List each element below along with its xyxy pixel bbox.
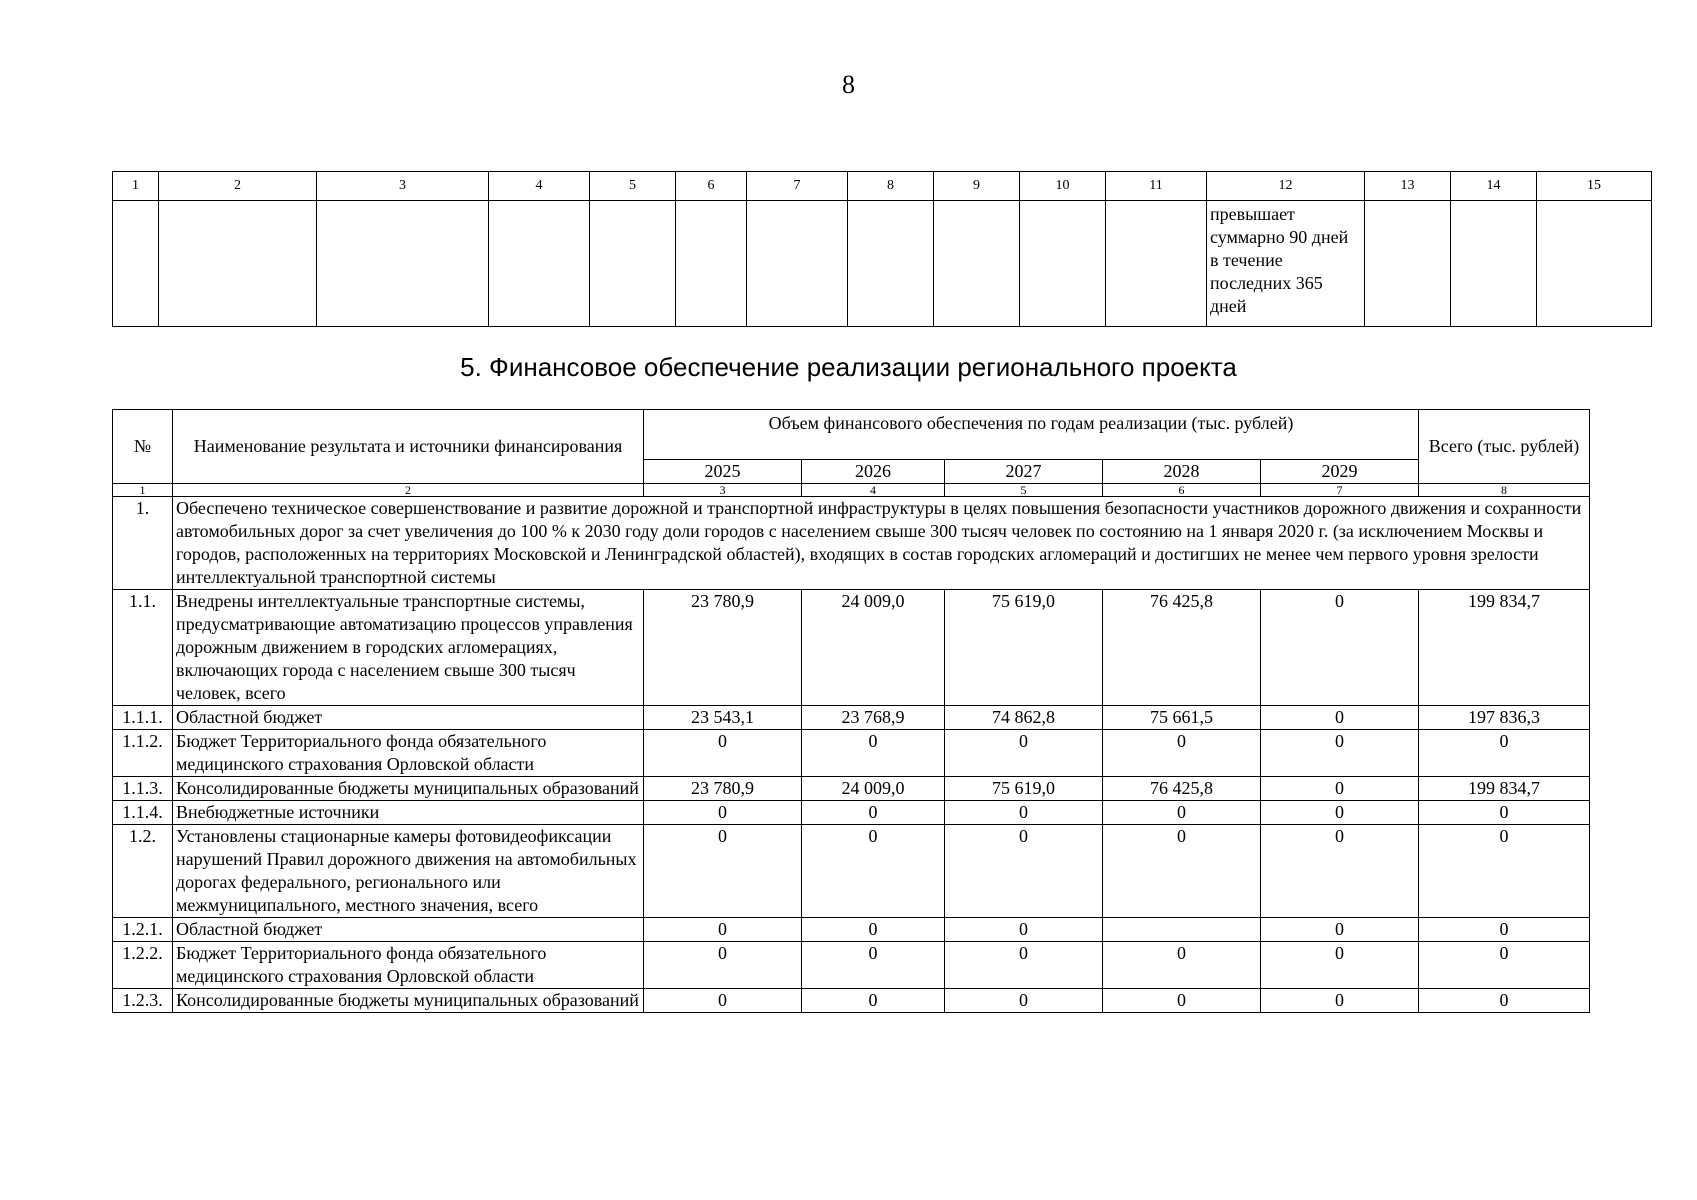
- row-value: 0: [1103, 801, 1261, 825]
- row-value: 0: [1103, 825, 1261, 918]
- table-cell: [489, 201, 590, 327]
- table-cell: [934, 201, 1020, 327]
- table-row: [113, 801, 1590, 825]
- header-number: №: [113, 410, 173, 484]
- column-number: 12: [1207, 172, 1365, 201]
- row-name: Бюджет Территориального фонда обязательного медицинского страхования Орловской области: [173, 942, 644, 989]
- row-value: 24 009,0: [802, 590, 945, 706]
- column-number: 6: [1103, 484, 1261, 497]
- row-total: 0: [1419, 730, 1590, 777]
- row-value: 0: [1261, 942, 1419, 989]
- column-number: 10: [1020, 172, 1106, 201]
- table-cell: [159, 201, 317, 327]
- column-number: 3: [317, 172, 489, 201]
- column-number: 2: [159, 172, 317, 201]
- header-volume: Объем финансового обеспечения по годам реализации (тыс. рублей): [644, 410, 1419, 460]
- column-number: 4: [802, 484, 945, 497]
- row-number: 1.1.4.: [113, 801, 173, 825]
- row-name: Внедрены интеллектуальные транспортные системы, предусматривающие автоматизацию процессов управления дорожным движением в городских агломерациях, включающих города с населением свыше 300 тысяч человек, всего: [173, 590, 644, 706]
- column-number: 7: [1261, 484, 1419, 497]
- row-value: 0: [1261, 730, 1419, 777]
- row-value: 0: [644, 918, 802, 942]
- table-cell: [317, 201, 489, 327]
- column-number: 14: [1451, 172, 1537, 201]
- row-value: 0: [802, 730, 945, 777]
- header-year: 2028: [1103, 460, 1261, 484]
- row-value: 24 009,0: [802, 777, 945, 801]
- row-value: 0: [802, 942, 945, 989]
- row-value: 75 619,0: [945, 590, 1103, 706]
- row-value: 23 543,1: [644, 706, 802, 730]
- continuation-table: [112, 171, 1652, 327]
- column-number: 13: [1365, 172, 1451, 201]
- header-row: [113, 410, 1590, 460]
- table-row: [113, 706, 1590, 730]
- section-title: 5. Финансовое обеспечение реализации регионального проекта: [460, 352, 1237, 382]
- row-name: Бюджет Территориального фонда обязательного медицинского страхования Орловской области: [173, 730, 644, 777]
- row-value: 23 780,9: [644, 590, 802, 706]
- continuation-text: превышает суммарно 90 дней в течение последних 365 дней: [1210, 204, 1349, 316]
- row-value: 0: [945, 942, 1103, 989]
- table-cell: [590, 201, 676, 327]
- row-value: 0: [945, 989, 1103, 1013]
- header-name: Наименование результата и источники финансирования: [173, 410, 644, 484]
- column-number: 1: [113, 484, 173, 497]
- row-value: 75 619,0: [945, 777, 1103, 801]
- column-number: 11: [1106, 172, 1207, 201]
- row-value: 0: [1103, 989, 1261, 1013]
- row-total: 0: [1419, 825, 1590, 918]
- row-value: 0: [644, 801, 802, 825]
- row-value: 0: [1261, 918, 1419, 942]
- column-number: 9: [934, 172, 1020, 201]
- column-number: 8: [848, 172, 934, 201]
- row-value: 0: [644, 989, 802, 1013]
- row-value: 74 862,8: [945, 706, 1103, 730]
- finance-table: [112, 409, 1590, 1013]
- row-name: Внебюджетные источники: [173, 801, 644, 825]
- table-cell: [676, 201, 747, 327]
- row-value: 0: [1103, 730, 1261, 777]
- table-row: [113, 590, 1590, 706]
- table-cell: [1451, 201, 1537, 327]
- row-name: Консолидированные бюджеты муниципальных образований: [173, 777, 644, 801]
- table-row: [113, 918, 1590, 942]
- row-value: 0: [644, 730, 802, 777]
- table-cell: [113, 201, 159, 327]
- column-number: 7: [747, 172, 848, 201]
- table-cell: [1207, 201, 1365, 327]
- table-cell: [1020, 201, 1106, 327]
- continuation-body-row: [113, 201, 1652, 327]
- row-value: 76 425,8: [1103, 777, 1261, 801]
- row-value: 0: [644, 942, 802, 989]
- row-number: 1.2.: [113, 825, 173, 918]
- table-row: [113, 825, 1590, 918]
- row-value: 0: [945, 918, 1103, 942]
- row-value: 0: [945, 730, 1103, 777]
- row-number: 1.1.2.: [113, 730, 173, 777]
- row-value: 0: [1261, 801, 1419, 825]
- table-cell: [1537, 201, 1652, 327]
- row-total: 197 836,3: [1419, 706, 1590, 730]
- header-year: 2026: [802, 460, 945, 484]
- column-numbers-row: [113, 484, 1590, 497]
- row-number: 1.1.: [113, 590, 173, 706]
- row-total: 0: [1419, 942, 1590, 989]
- row-value: 0: [945, 825, 1103, 918]
- table-cell: [848, 201, 934, 327]
- row-value: 0: [802, 918, 945, 942]
- page-number: 8: [842, 70, 855, 99]
- row-value: 0: [1261, 989, 1419, 1013]
- finance-rows: [113, 590, 1590, 1013]
- table-row: [113, 989, 1590, 1013]
- column-number: 4: [489, 172, 590, 201]
- row-total: 0: [1419, 801, 1590, 825]
- column-number: 15: [1537, 172, 1652, 201]
- row-total: 199 834,7: [1419, 777, 1590, 801]
- column-number: 2: [173, 484, 644, 497]
- row-number: 1.: [113, 497, 173, 590]
- row-total: 0: [1419, 989, 1590, 1013]
- row-value: 0: [945, 801, 1103, 825]
- header-total: Всего (тыс. рублей): [1419, 410, 1590, 484]
- table-row: [113, 730, 1590, 777]
- section-row: [113, 497, 1590, 590]
- row-number: 1.1.1.: [113, 706, 173, 730]
- row-value: [1103, 918, 1261, 942]
- row-value: 75 661,5: [1103, 706, 1261, 730]
- row-value: 0: [1261, 590, 1419, 706]
- table-cell: [1365, 201, 1451, 327]
- table-row: [113, 777, 1590, 801]
- row-name: Консолидированные бюджеты муниципальных образований: [173, 989, 644, 1013]
- row-value: 0: [802, 825, 945, 918]
- row-name: Областной бюджет: [173, 706, 644, 730]
- continuation-header-row: [113, 172, 1652, 201]
- row-number: 1.2.1.: [113, 918, 173, 942]
- row-value: 0: [1261, 825, 1419, 918]
- row-name: Установлены стационарные камеры фотовидеофиксации нарушений Правил дорожного движения на автомобильных дорогах федерального, регионального или межмуниципального, местного значения, всего: [173, 825, 644, 918]
- row-value: 23 780,9: [644, 777, 802, 801]
- table-cell: [747, 201, 848, 327]
- header-year: 2025: [644, 460, 802, 484]
- table-row: [113, 942, 1590, 989]
- row-total: 199 834,7: [1419, 590, 1590, 706]
- row-value: 0: [1103, 942, 1261, 989]
- header-year: 2027: [945, 460, 1103, 484]
- column-number: 6: [676, 172, 747, 201]
- row-value: 0: [802, 801, 945, 825]
- row-number: 1.2.2.: [113, 942, 173, 989]
- row-name: Областной бюджет: [173, 918, 644, 942]
- header-year: 2029: [1261, 460, 1419, 484]
- column-number: 5: [945, 484, 1103, 497]
- column-number: 8: [1419, 484, 1590, 497]
- section-text: Обеспечено техническое совершенствование и развитие дорожной и транспортной инфраструктуры в целях повышения безопасности участников дорожного движения и сохранности автомобильных дорог за счет увеличения до 100 % к 2030 году доли городов с населением свыше 300 тысяч человек по состоянию на 1 января 2020 г. (за исключением Москвы и городов, расположенных на территориях Московской и Ленинградской областей), входящих в состав городских агломераций и достигших не менее чем первого уровня зрелости интеллектуальной транспортной системы: [173, 497, 1590, 590]
- row-value: 0: [1261, 706, 1419, 730]
- row-value: 76 425,8: [1103, 590, 1261, 706]
- table-cell: [1106, 201, 1207, 327]
- row-total: 0: [1419, 918, 1590, 942]
- row-value: 0: [802, 989, 945, 1013]
- column-number: 3: [644, 484, 802, 497]
- row-number: 1.2.3.: [113, 989, 173, 1013]
- row-number: 1.1.3.: [113, 777, 173, 801]
- row-value: 0: [644, 825, 802, 918]
- row-value: 0: [1261, 777, 1419, 801]
- row-value: 23 768,9: [802, 706, 945, 730]
- column-number: 1: [113, 172, 159, 201]
- column-number: 5: [590, 172, 676, 201]
